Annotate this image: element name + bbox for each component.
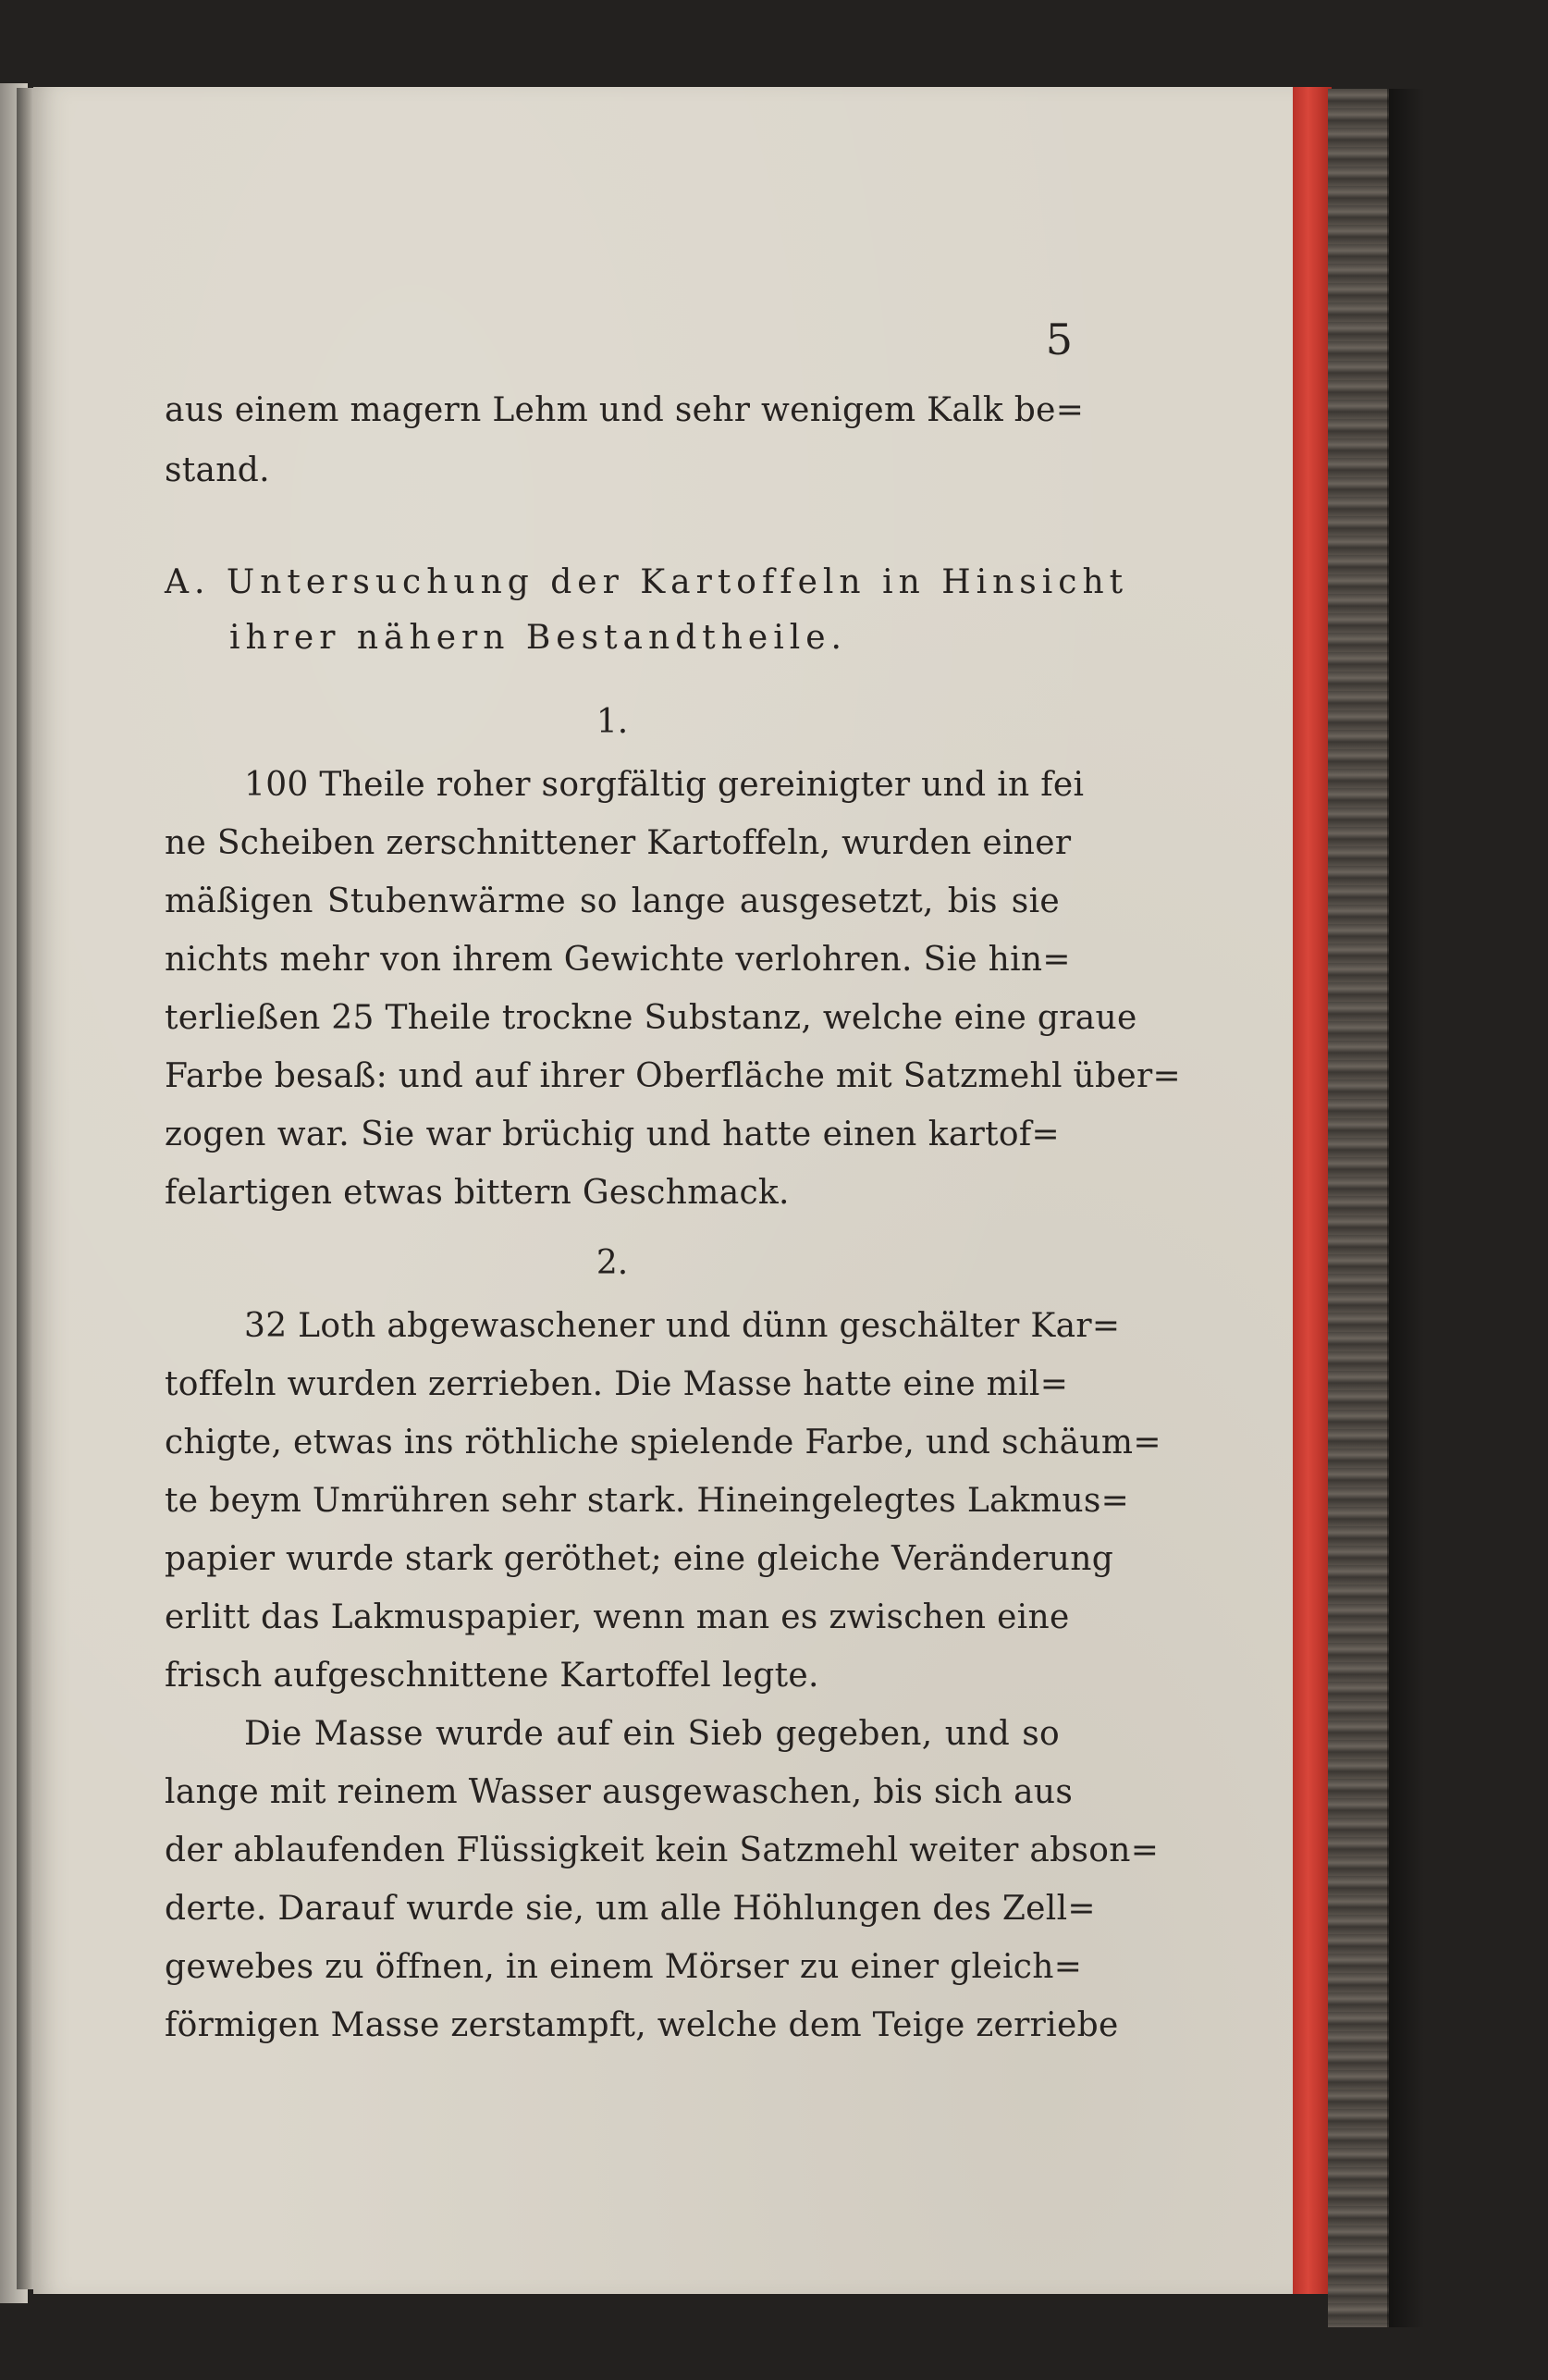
text-line: der ablaufenden Flüssigkeit kein Satzmehl weiter abson= [165, 1831, 1160, 1869]
book-spine [1328, 89, 1389, 2327]
text-line: papier wurde stark geröthet; eine gleiche Veränderung [165, 1540, 1114, 1578]
text-line: 100 Theile roher sorgfältig gereinigter und in fei [244, 766, 1085, 804]
red-page-edge [1293, 87, 1332, 2294]
text-line: Die Masse wurde auf ein Sieb gegeben, und so [244, 1715, 1060, 1753]
text-line: lange mit reinem Wasser ausgewaschen, bis sich aus [165, 1773, 1074, 1811]
text-line: Farbe besaß: und auf ihrer Oberfläche mit Satzmehl über= [165, 1057, 1181, 1095]
section-number: 1. [596, 703, 629, 741]
text-line: mäßigen Stubenwärme so lange ausgesetzt, bis sie [165, 882, 1060, 920]
text-line: felartigen etwas bittern Geschmack. [165, 1174, 790, 1212]
text-line: terließen 25 Theile trockne Substanz, welche eine graue [165, 999, 1137, 1037]
text-line: erlitt das Lakmuspapier, wenn man es zwischen eine [165, 1598, 1070, 1636]
section-number: 2. [596, 1244, 629, 1282]
text-line: 32 Loth abgewaschener und dünn geschälter Kar= [244, 1307, 1121, 1345]
text-line: förmigen Masse zerstampft, welche dem Teige zerriebe [165, 2006, 1119, 2044]
text-line: nichts mehr von ihrem Gewichte verlohren. Sie hin= [165, 941, 1071, 979]
section-heading: A. Untersuchung der Kartoffeln in Hinsicht [165, 563, 1129, 601]
text-line: chigte, etwas ins röthliche spielende Farbe, und schäum= [165, 1424, 1161, 1461]
text-line: zogen war. Sie war brüchig und hatte einen kartof= [165, 1116, 1060, 1153]
text-line: frisch aufgeschnittene Kartoffel legte. [165, 1657, 819, 1695]
page-number: 5 [1045, 314, 1073, 364]
text-line: derte. Darauf wurde sie, um alle Höhlungen des Zell= [165, 1890, 1096, 1928]
text-line: stand. [165, 451, 270, 489]
text-line: te beym Umrühren sehr stark. Hineingelegtes Lakmus= [165, 1482, 1130, 1520]
text-line: aus einem magern Lehm und sehr wenigem Kalk be= [165, 391, 1085, 429]
text-line: toffeln wurden zerrieben. Die Masse hatte eine mil= [165, 1365, 1069, 1403]
text-line: ne Scheiben zerschnittener Kartoffeln, wurden einer [165, 824, 1072, 862]
text-line: gewebes zu öffnen, in einem Mörser zu einer gleich= [165, 1948, 1083, 1986]
section-heading: ihrer nähern Bestandtheile. [229, 619, 847, 657]
spine-shadow [1387, 89, 1424, 2327]
